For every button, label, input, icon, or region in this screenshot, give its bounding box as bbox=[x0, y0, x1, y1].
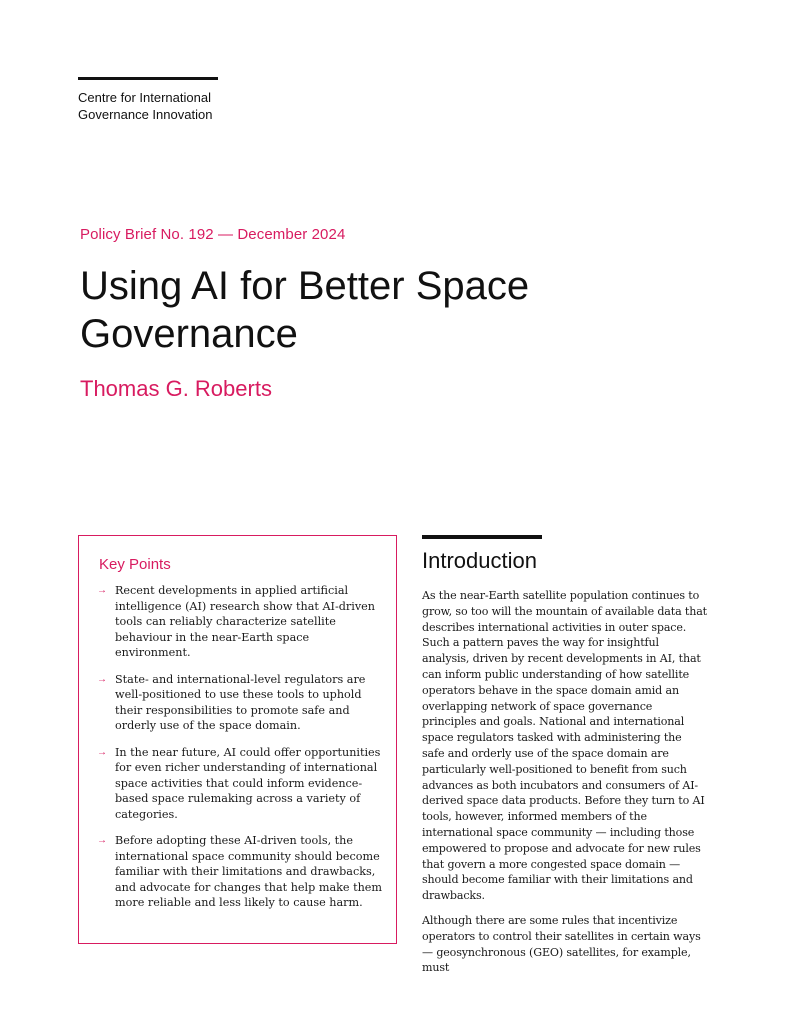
key-point-text: Before adopting these AI-driven tools, the international space community should become familiar with their limitations and drawbacks, and advocate for changes that help make them more reliable and less likely to cause harm. bbox=[115, 834, 383, 909]
org-rule bbox=[78, 77, 218, 80]
intro-body bbox=[422, 588, 707, 985]
intro-paragraph: As the near-Earth satellite population continues to grow, so too will the mountain of available data that describes international activities in outer space. Such a pattern paves the way for insightful analysis, driven by recent developments in AI, that can inform public understanding of how satellite operators behave in the space domain amid an overlapping network of space governance principles and goals. National and international space regulators tasked with administering the safe and orderly use of the space domain are particularly well-positioned to benefit from such advances as both incubators and consumers of AI-derived space data products. Before they turn to AI tools, however, informed members of the international space community — including those empowered to propose and advocate for new rules that govern a more congested space domain — should become familiar with their limitations and drawbacks. bbox=[422, 589, 707, 903]
arrow-right-icon: → bbox=[97, 673, 107, 685]
arrow-right-icon: → bbox=[97, 835, 107, 846]
key-points-box bbox=[78, 535, 397, 944]
author-name: Thomas G. Roberts bbox=[80, 376, 272, 401]
brief-label: Policy Brief No. 192 — December 2024 bbox=[80, 226, 346, 243]
key-points-heading: Key Points bbox=[99, 556, 171, 573]
intro-rule bbox=[422, 535, 542, 539]
org-name bbox=[78, 89, 278, 123]
key-points-list bbox=[97, 583, 382, 922]
list-item bbox=[97, 833, 382, 911]
org-name-line1: Centre for International bbox=[78, 90, 211, 105]
key-point-text: In the near future, AI could offer opportunities for even richer understanding of international space activities that could inform evidence-based space rulemaking across a variety of categories. bbox=[115, 745, 381, 821]
intro-heading: Introduction bbox=[422, 548, 537, 573]
list-item bbox=[97, 745, 382, 823]
list-item bbox=[97, 672, 382, 734]
key-point-text: State- and international-level regulators are well-positioned to use these tools to uphold their responsibilities to promote safe and orderly use of the space domain. bbox=[115, 672, 366, 732]
list-item bbox=[97, 583, 382, 661]
key-point-text: Recent developments in applied artificial intelligence (AI) research show that AI-driven tools can reliably characterize satellite behaviour in the near-Earth space environment. bbox=[115, 584, 375, 659]
intro-paragraph: Although there are some rules that incentivize operators to control their satellites in certain ways — geosynchronous (GEO) satellites, for example, must bbox=[422, 913, 701, 975]
arrow-right-icon: → bbox=[97, 746, 107, 758]
org-name-line2: Governance Innovation bbox=[78, 107, 213, 122]
arrow-right-icon: → bbox=[97, 585, 107, 596]
page-title: Using AI for Better Space Governance bbox=[80, 264, 530, 356]
